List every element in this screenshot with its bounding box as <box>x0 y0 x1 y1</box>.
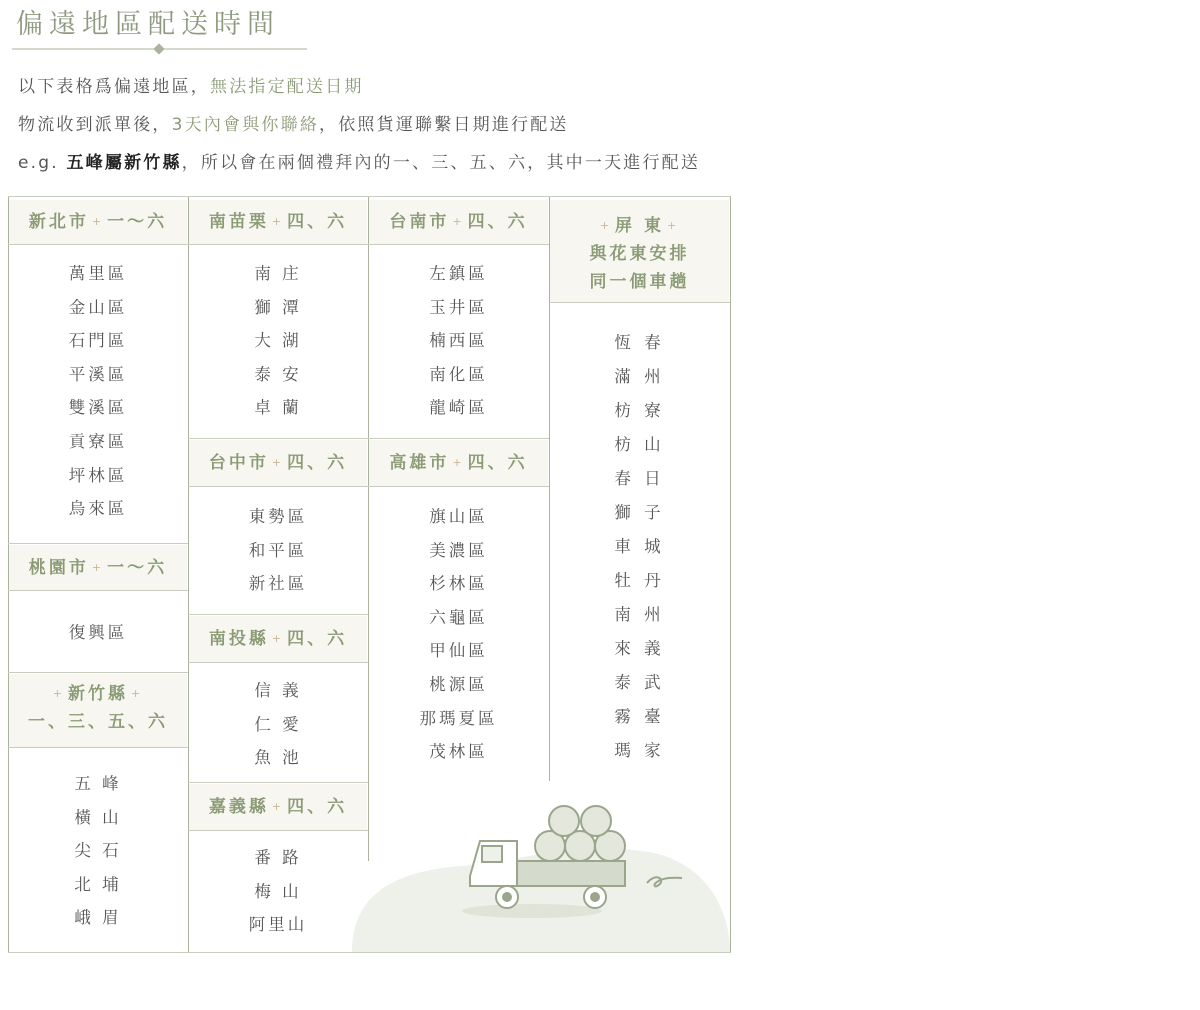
list-item: 瑪 家 <box>614 741 665 760</box>
list-item: 春 日 <box>614 469 665 488</box>
list-item: 那瑪夏區 <box>419 708 498 728</box>
list-item: 杉林區 <box>429 574 488 594</box>
list-item: 枋 寮 <box>614 401 665 420</box>
plus-icon: + <box>271 632 285 645</box>
list-item: 梅 山 <box>254 881 302 901</box>
list-item: 雙溪區 <box>68 398 128 418</box>
plus-icon: + <box>131 687 144 700</box>
list-item: 尖 石 <box>74 841 122 861</box>
area-list-nantou <box>188 674 368 775</box>
area-list-hsinchu <box>8 767 188 935</box>
list-item: 金山區 <box>68 297 128 317</box>
plus-icon: + <box>91 215 105 228</box>
area-list-kaohsiung <box>368 500 549 769</box>
region-header-kaohsiung: 高雄市 + 四、六 <box>369 440 548 486</box>
list-item: 楠西區 <box>429 331 488 351</box>
area-list-taichung <box>188 500 368 601</box>
list-item: 車 城 <box>614 537 665 556</box>
list-item: 獅 子 <box>614 503 665 522</box>
region-header-tainan: 台南市 + 四、六 <box>369 200 548 244</box>
list-item: 大 湖 <box>254 331 302 351</box>
list-item: 泰 安 <box>254 364 302 384</box>
list-item: 旗山區 <box>429 507 488 526</box>
region-header-taichung: 台中市 + 四、六 <box>189 440 367 486</box>
list-item: 石門區 <box>68 331 128 351</box>
list-item: 恆 春 <box>614 333 665 352</box>
list-item: 橫 山 <box>74 807 122 827</box>
plus-icon: + <box>452 215 465 228</box>
area-list-xinbei <box>8 257 188 526</box>
title-divider <box>12 42 307 56</box>
list-item: 平溪區 <box>68 364 128 384</box>
area-list-miaoli <box>188 257 368 425</box>
plus-icon: + <box>91 561 105 574</box>
list-item: 信 義 <box>254 681 302 700</box>
region-header-hsinchu: + 新竹縣 + 一、三、五、六 <box>9 674 187 747</box>
list-item: 卓 蘭 <box>254 398 302 418</box>
intro-text <box>18 72 700 186</box>
list-item: 南化區 <box>429 364 488 384</box>
region-header-taoyuan: 桃園市 + 一～六 <box>9 545 187 590</box>
list-item: 玉井區 <box>429 297 488 317</box>
plus-icon: + <box>666 219 680 232</box>
list-item: 左鎮區 <box>429 264 488 283</box>
no-date-note: 無法指定配送日期 <box>210 77 364 97</box>
intro-line-3: e.g. 五峰屬新竹縣，所以會在兩個禮拜內的一、三、五、六，其中一天進行配送 <box>18 153 701 173</box>
list-item: 南 州 <box>614 605 665 624</box>
truck-illustration <box>352 786 730 952</box>
intro-line-1: 以下表格爲偏遠地區，無法指定配送日期 <box>18 77 364 97</box>
area-list-taoyuan <box>8 616 188 650</box>
list-item: 復興區 <box>68 623 128 642</box>
intro-line-2: 物流收到派單後，3天內會與你聯絡，依照貨運聯繫日期進行配送 <box>18 115 569 135</box>
list-item: 阿里山 <box>248 915 308 935</box>
remote-area-table <box>8 196 732 953</box>
list-item: 新社區 <box>248 574 308 594</box>
list-item: 泰 武 <box>614 673 665 692</box>
list-item: 霧 臺 <box>614 707 665 726</box>
list-item: 甲仙區 <box>429 641 488 661</box>
list-item: 五 峰 <box>74 774 122 793</box>
list-item: 東勢區 <box>248 507 308 526</box>
plus-icon: + <box>271 215 285 228</box>
list-item: 萬里區 <box>68 264 128 283</box>
column-2 <box>188 196 368 953</box>
list-item: 仁 愛 <box>254 714 302 734</box>
list-item: 茂林區 <box>429 742 488 762</box>
region-header-nantou: 南投縣 + 四、六 <box>189 616 367 662</box>
list-item: 獅 潭 <box>254 297 302 317</box>
region-header-xinbei: 新北市 + 一～六 <box>9 200 187 244</box>
list-item: 南 庄 <box>254 264 302 283</box>
list-item: 枋 山 <box>614 435 665 454</box>
list-item: 魚 池 <box>254 748 302 768</box>
list-item: 六龜區 <box>429 607 488 627</box>
region-header-chiayi: 嘉義縣 + 四、六 <box>189 784 367 830</box>
list-item: 美濃區 <box>429 540 488 560</box>
list-item: 和平區 <box>248 540 308 560</box>
list-item: 牡 丹 <box>614 571 665 590</box>
list-item: 烏來區 <box>68 499 128 519</box>
list-item: 來 義 <box>614 639 665 658</box>
list-item: 坪林區 <box>68 465 128 485</box>
page-title: 偏遠地區配送時間 <box>16 9 280 40</box>
area-list-tainan <box>368 257 549 425</box>
area-list-pingtung <box>549 326 730 768</box>
column-1 <box>8 196 188 953</box>
plus-icon: + <box>271 456 285 469</box>
area-list-chiayi <box>188 841 368 942</box>
plus-icon: + <box>52 687 65 700</box>
contact-note: 3天內會與你聯絡 <box>171 115 320 135</box>
list-item: 北 埔 <box>74 874 122 894</box>
plus-icon: + <box>599 219 613 232</box>
table-border-right <box>730 196 731 953</box>
region-header-pingtung: + 屏 東 + 與花東安排 同一個車趟 <box>550 200 729 302</box>
list-item: 桃源區 <box>429 674 488 694</box>
list-item: 峨 眉 <box>74 908 122 928</box>
list-item: 滿 州 <box>614 367 665 386</box>
list-item: 番 路 <box>254 848 302 867</box>
list-item: 龍崎區 <box>429 398 488 418</box>
list-item: 貢寮區 <box>68 431 128 451</box>
plus-icon: + <box>452 456 465 469</box>
region-header-miaoli: 南苗栗 + 四、六 <box>189 200 367 244</box>
plus-icon: + <box>271 800 285 813</box>
